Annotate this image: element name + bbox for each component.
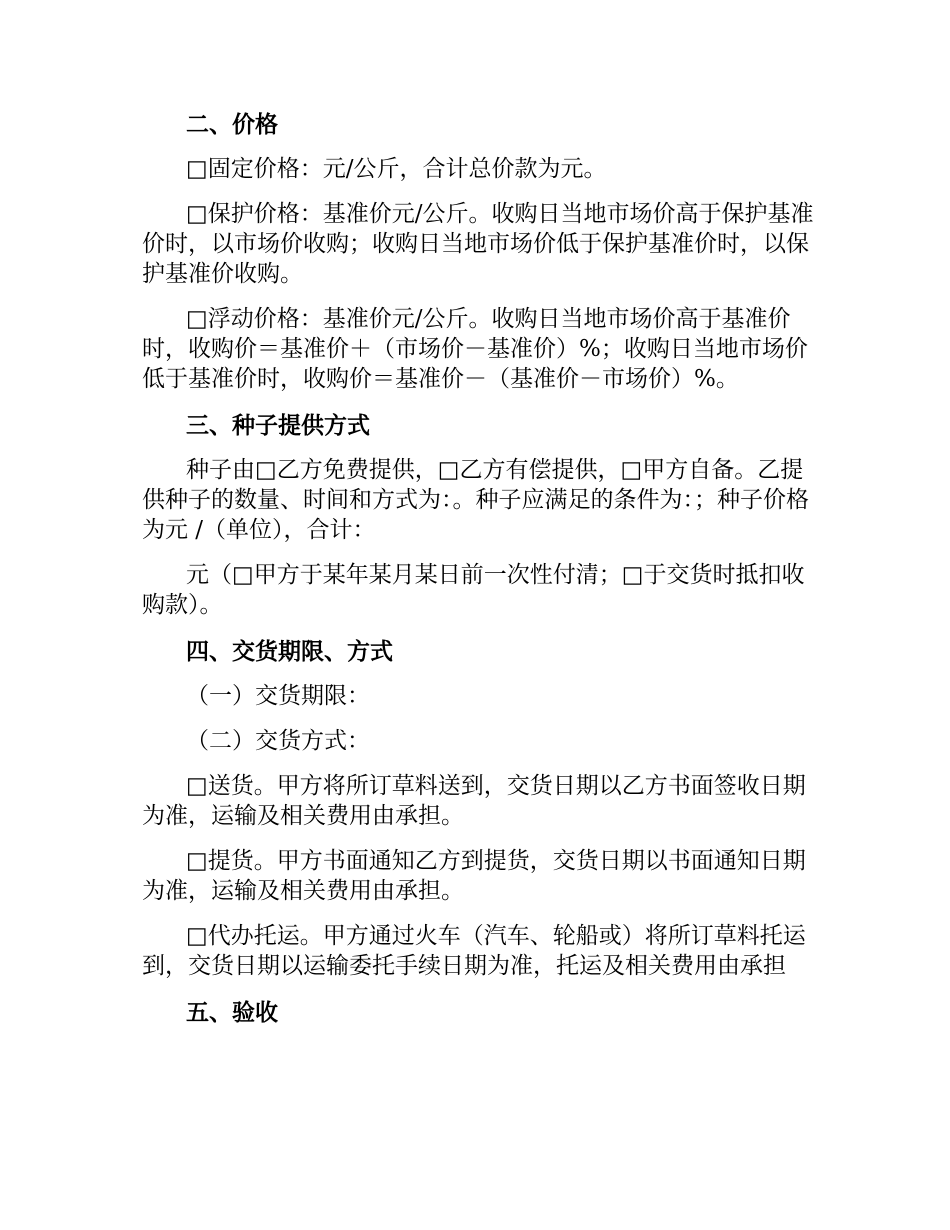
delivery-option-pickup: □提货。甲方书面通知乙方到提货，交货日期以书面通知日期为准，运输及相关费用由承担。 [142, 848, 806, 904]
document-page [142, 108, 822, 1042]
floating-price-option: □浮动价格：基准价元/公斤。收购日当地市场价高于基准价时，收购价＝基准价＋（市场价－基准价）%；收购日当地市场价低于基准价时，收购价＝基准价－（基准价－市场价）%。 [142, 306, 808, 392]
section-heading-acceptance: 五、验收 [186, 999, 278, 1026]
delivery-option-consign: □代办托运。甲方通过火车（汽车、轮船或）将所订草料托运到，交货日期以运输委托手续日期为准，托运及相关费用由承担 [142, 923, 806, 979]
seed-payment-paragraph: 元（□甲方于某年某月某日前一次性付清；□于交货时抵扣收购款）。 [142, 562, 805, 618]
protected-price-option: □保护价格：基准价元/公斤。收购日当地市场价高于保护基准价时，以市场价收购；收购日当地市场价低于保护基准价时，以保护基准价收购。 [142, 201, 814, 287]
section-heading-price: 二、价格 [186, 111, 278, 138]
fixed-price-option: □固定价格：元/公斤，合计总价款为元。 [186, 156, 607, 182]
section-heading-seed: 三、种子提供方式 [186, 412, 370, 439]
delivery-method: （二）交货方式： [186, 728, 370, 754]
section-heading-delivery: 四、交货期限、方式 [186, 638, 393, 665]
delivery-option-send: □送货。甲方将所订草料送到，交货日期以乙方书面签收日期为准，运输及相关费用由承担。 [142, 773, 806, 829]
delivery-term: （一）交货期限： [186, 683, 370, 709]
seed-supply-paragraph: 种子由□乙方免费提供，□乙方有偿提供，□甲方自备。乙提供种子的数量、时间和方式为：。种子应满足的条件为：；种子价格为元 /（单位），合计： [142, 457, 809, 543]
